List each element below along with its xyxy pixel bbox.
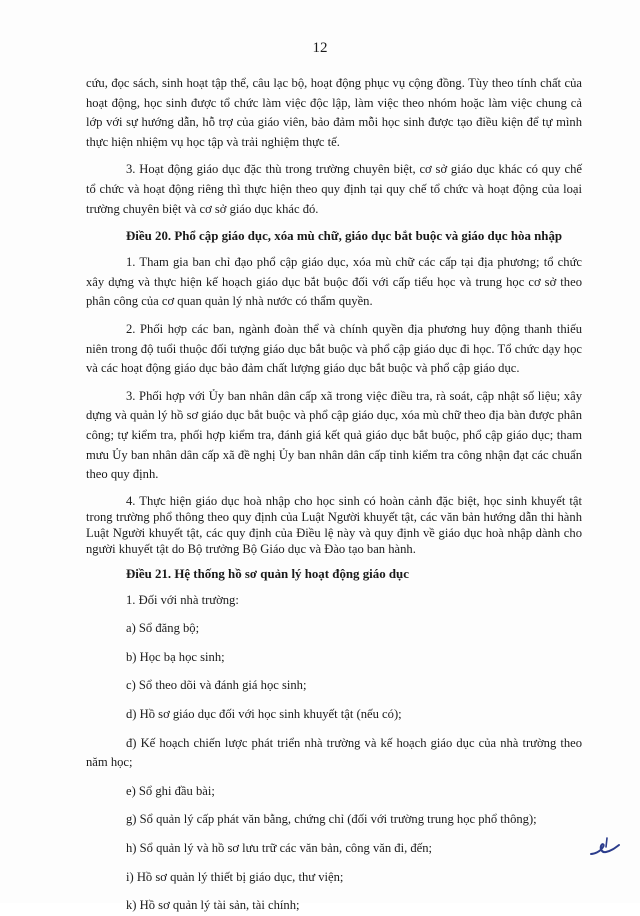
article-20-heading: Điều 20. Phổ cập giáo dục, xóa mù chữ, giáo dục bắt buộc và giáo dục hòa nhập [126,229,563,244]
page-number: 12 [312,40,328,56]
article-20-item-1: 1. Tham gia ban chỉ đạo phổ cập giáo dục, xóa mù chữ các cấp tại địa phương; tổ chức xây dựng và thực hiện kế hoạch giáo dục bắt buộc đối với cấp tiểu học và trung học cơ sở theo phân công của cơ quan quản lý nhà nước có thẩm quyền. [86,255,582,309]
record-item: a) Sổ đăng bộ; [126,621,200,636]
record-item: c) Sổ theo dõi và đánh giá học sinh; [126,678,307,693]
record-item: đ) Kế hoạch chiến lược phát triển nhà trường và kế hoạch giáo dục của nhà trường theo năm học; [86,735,582,770]
records-list [86,591,582,916]
article-20-item-3: 3. Phối hợp với Ủy ban nhân dân cấp xã trong việc điều tra, rà soát, cập nhật số liệu; xây dựng và quản lý hồ sơ giáo dục bắt buộc và phổ cập giáo dục, xóa mù chữ theo địa bàn được phân công; tự kiểm tra, phối hợp kiểm tra, đánh giá kết quả giáo dục bắt buộc, phổ cập giáo dục; tham mưu Ủy ban nhân dân cấp xã đề nghị Ủy ban nhân dân cấp tỉnh kiểm tra công nhận đạt các chuẩn theo quy định. [86,388,582,482]
record-item: g) Sổ quản lý cấp phát văn bằng, chứng chỉ (đối với trường trung học phổ thông); [126,812,537,827]
record-item: d) Hồ sơ giáo dục đối với học sinh khuyết tật (nếu có); [126,707,402,722]
record-item: e) Sổ ghi đầu bài; [126,783,215,798]
article-21-heading: Điều 21. Hệ thống hồ sơ quản lý hoạt động giáo dục [126,566,409,581]
signature-icon [586,834,622,858]
continued-paragraph: cứu, đọc sách, sinh hoạt tập thể, câu lạc bộ, hoạt động phục vụ cộng đồng. Tùy theo tính chất của hoạt động, học sinh được tổ chức làm việc độc lập, làm việc theo nhóm hoặc làm việc chung cả lớp với sự hướng dẫn, hỗ trợ của giáo viên, bảo đảm mỗi học sinh được tạo điều kiện để tự mình thực hiện nhiệm vụ học tập và trải nghiệm thực tế. [86,76,582,149]
record-item: h) Sổ quản lý và hồ sơ lưu trữ các văn bản, công văn đi, đến; [126,841,433,856]
record-item: k) Hồ sơ quản lý tài sản, tài chính; [126,898,300,913]
record-item: i) Hồ sơ quản lý thiết bị giáo dục, thư viện; [126,869,344,884]
record-item: b) Học bạ học sinh; [126,649,225,664]
document-body [86,74,582,916]
article-20-item-4: 4. Thực hiện giáo dục hoà nhập cho học sinh có hoàn cảnh đặc biệt, học sinh khuyết tật trong trường phổ thông theo quy định của Luật Người khuyết tật, các văn bản hướng dẫn thi hành Luật Người khuyết tật, các quy định của Điều lệ này và quy định về giáo dục hoà nhập dành cho người khuyết tật do Bộ trưởng Bộ Giáo dục và Đào tạo ban hành. [86,493,582,556]
article-21-item-1-label: 1. Đối với nhà trường: [126,592,239,607]
paragraph-item-3: 3. Hoạt động giáo dục đặc thù trong trường chuyên biệt, cơ sở giáo dục khác có quy chế tổ chức và hoạt động riêng thì thực hiện theo quy định tại quy chế tổ chức và hoạt động của loại trường chuyên biệt và cơ sở giáo dục khác đó. [86,162,582,216]
article-20-item-2: 2. Phối hợp các ban, ngành đoàn thể và chính quyền địa phương huy động thanh thiếu niên trong độ tuổi thuộc đối tượng giáo dục bắt buộc và phổ cập giáo dục đi học. Tổ chức dạy học và các hoạt động giáo dục bảo đảm chất lượng giáo dục bắt buộc và phổ cập giáo dục. [86,321,582,376]
